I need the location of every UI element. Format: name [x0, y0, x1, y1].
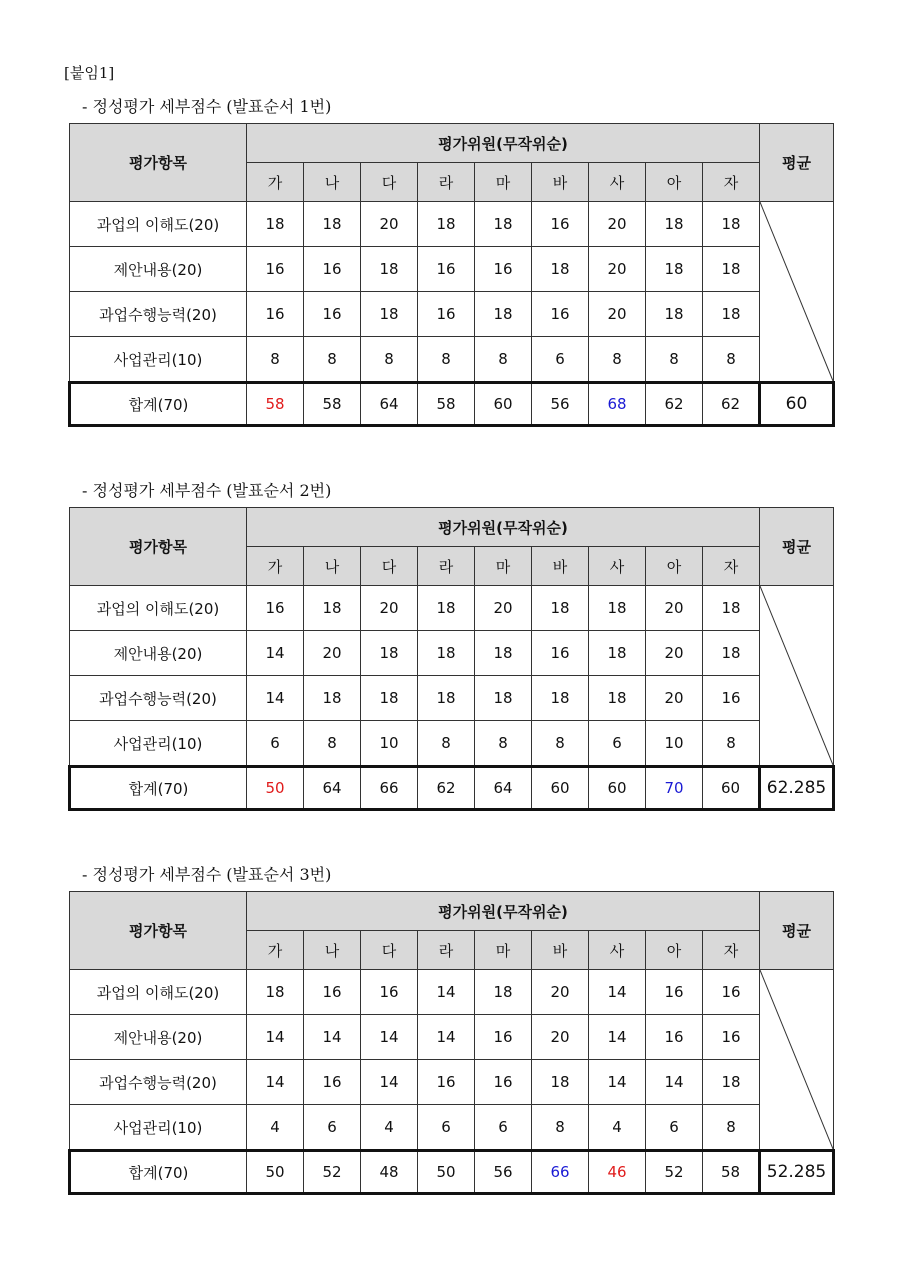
total-cell: 62 — [418, 767, 475, 810]
score-cell: 18 — [304, 202, 361, 247]
item-label: 사업관리(10) — [70, 1105, 247, 1151]
score-cell: 18 — [475, 970, 532, 1015]
member-header: 사 — [589, 547, 646, 586]
score-cell: 18 — [247, 970, 304, 1015]
score-cell: 18 — [418, 202, 475, 247]
score-cell: 8 — [703, 1105, 760, 1151]
total-cell: 68 — [589, 383, 646, 426]
member-header: 가 — [247, 547, 304, 586]
score-cell: 18 — [589, 586, 646, 631]
header-committee: 평가위원(무작위순) — [247, 508, 760, 547]
total-cell: 58 — [304, 383, 361, 426]
table-row — [70, 1060, 834, 1105]
score-cell: 14 — [589, 1015, 646, 1060]
total-cell: 62 — [703, 383, 760, 426]
score-table — [68, 123, 835, 427]
member-header: 라 — [418, 547, 475, 586]
score-cell: 16 — [304, 970, 361, 1015]
member-header: 사 — [589, 163, 646, 202]
total-cell: 64 — [361, 383, 418, 426]
member-header: 아 — [646, 931, 703, 970]
score-cell: 16 — [304, 292, 361, 337]
score-cell: 16 — [703, 676, 760, 721]
score-cell: 14 — [247, 631, 304, 676]
score-cell: 16 — [703, 970, 760, 1015]
score-cell: 16 — [646, 1015, 703, 1060]
score-cell: 16 — [475, 1060, 532, 1105]
item-label: 사업관리(10) — [70, 721, 247, 767]
total-cell: 46 — [589, 1151, 646, 1194]
score-cell: 14 — [304, 1015, 361, 1060]
score-cell: 14 — [247, 1015, 304, 1060]
score-cell: 18 — [703, 586, 760, 631]
score-cell: 8 — [703, 721, 760, 767]
score-cell: 14 — [361, 1015, 418, 1060]
score-cell: 18 — [703, 1060, 760, 1105]
total-cell: 60 — [532, 767, 589, 810]
diagonal-line — [760, 586, 833, 765]
member-header: 바 — [532, 163, 589, 202]
score-cell: 8 — [304, 721, 361, 767]
table-row — [70, 1105, 834, 1151]
item-label: 제안내용(20) — [70, 1015, 247, 1060]
score-cell: 16 — [703, 1015, 760, 1060]
member-header: 가 — [247, 163, 304, 202]
score-cell: 18 — [361, 676, 418, 721]
score-cell: 18 — [418, 631, 475, 676]
total-cell: 66 — [361, 767, 418, 810]
average-empty-cell — [760, 970, 834, 1151]
total-row — [70, 1151, 834, 1194]
member-header: 바 — [532, 547, 589, 586]
score-cell: 8 — [589, 337, 646, 383]
score-cell: 18 — [703, 247, 760, 292]
score-cell: 16 — [361, 970, 418, 1015]
score-cell: 18 — [361, 631, 418, 676]
score-cell: 16 — [247, 292, 304, 337]
member-header: 가 — [247, 931, 304, 970]
score-cell: 16 — [646, 970, 703, 1015]
score-cell: 18 — [703, 202, 760, 247]
score-cell: 18 — [361, 292, 418, 337]
item-label: 제안내용(20) — [70, 247, 247, 292]
score-cell: 20 — [589, 292, 646, 337]
item-label: 과업의 이해도(20) — [70, 970, 247, 1015]
score-cell: 14 — [418, 970, 475, 1015]
score-cell: 18 — [475, 202, 532, 247]
score-cell: 20 — [589, 202, 646, 247]
item-label: 과업수행능력(20) — [70, 1060, 247, 1105]
section-title: - 정성평가 세부점수 (발표순서 2번) — [82, 481, 332, 500]
score-cell: 18 — [304, 586, 361, 631]
score-cell: 20 — [589, 247, 646, 292]
header-category: 평가항목 — [70, 508, 247, 586]
total-cell: 70 — [646, 767, 703, 810]
score-table — [68, 507, 835, 811]
score-cell: 16 — [304, 1060, 361, 1105]
score-cell: 20 — [532, 970, 589, 1015]
total-cell: 56 — [475, 1151, 532, 1194]
total-cell: 60 — [589, 767, 646, 810]
score-cell: 14 — [418, 1015, 475, 1060]
member-header: 마 — [475, 547, 532, 586]
average-empty-cell — [760, 202, 834, 383]
total-cell: 56 — [532, 383, 589, 426]
score-cell: 6 — [304, 1105, 361, 1151]
total-cell: 60 — [703, 767, 760, 810]
score-cell: 18 — [703, 292, 760, 337]
score-cell: 18 — [703, 631, 760, 676]
diagonal-line — [760, 202, 833, 381]
score-cell: 16 — [247, 586, 304, 631]
score-cell: 18 — [247, 202, 304, 247]
header-average: 평균 — [760, 124, 834, 202]
score-cell: 20 — [646, 631, 703, 676]
score-cell: 10 — [361, 721, 418, 767]
item-label: 과업의 이해도(20) — [70, 586, 247, 631]
member-header: 라 — [418, 931, 475, 970]
total-cell: 60 — [475, 383, 532, 426]
score-cell: 6 — [589, 721, 646, 767]
score-cell: 20 — [361, 202, 418, 247]
score-cell: 20 — [646, 586, 703, 631]
score-cell: 20 — [475, 586, 532, 631]
section-title: - 정성평가 세부점수 (발표순서 3번) — [82, 865, 332, 884]
score-cell: 18 — [532, 676, 589, 721]
item-label: 과업의 이해도(20) — [70, 202, 247, 247]
table-row — [70, 247, 834, 292]
member-header: 나 — [304, 163, 361, 202]
member-header: 나 — [304, 547, 361, 586]
score-cell: 16 — [304, 247, 361, 292]
total-cell: 50 — [247, 1151, 304, 1194]
score-cell: 16 — [418, 292, 475, 337]
score-cell: 4 — [589, 1105, 646, 1151]
score-cell: 18 — [532, 247, 589, 292]
total-cell: 58 — [703, 1151, 760, 1194]
item-label: 사업관리(10) — [70, 337, 247, 383]
score-cell: 18 — [475, 292, 532, 337]
table-row — [70, 970, 834, 1015]
table-row — [70, 631, 834, 676]
diagonal-line — [760, 970, 833, 1149]
score-cell: 8 — [703, 337, 760, 383]
item-label: 과업수행능력(20) — [70, 292, 247, 337]
score-cell: 18 — [646, 247, 703, 292]
score-cell: 6 — [646, 1105, 703, 1151]
table-row — [70, 292, 834, 337]
table-row — [70, 337, 834, 383]
score-cell: 18 — [418, 676, 475, 721]
table-row — [70, 586, 834, 631]
score-cell: 8 — [475, 721, 532, 767]
total-cell: 50 — [418, 1151, 475, 1194]
total-label: 합계(70) — [70, 767, 247, 810]
header-category: 평가항목 — [70, 124, 247, 202]
total-cell: 58 — [418, 383, 475, 426]
score-cell: 18 — [589, 676, 646, 721]
average-value: 62.285 — [760, 767, 834, 810]
score-cell: 18 — [475, 631, 532, 676]
score-cell: 18 — [361, 247, 418, 292]
table-row — [70, 202, 834, 247]
section-title: - 정성평가 세부점수 (발표순서 1번) — [82, 97, 332, 116]
member-header: 마 — [475, 163, 532, 202]
header-average: 평균 — [760, 508, 834, 586]
score-cell: 16 — [532, 292, 589, 337]
table-row — [70, 676, 834, 721]
total-cell: 52 — [646, 1151, 703, 1194]
score-cell: 8 — [418, 337, 475, 383]
score-cell: 14 — [589, 970, 646, 1015]
member-header: 마 — [475, 931, 532, 970]
member-header: 바 — [532, 931, 589, 970]
total-cell: 66 — [532, 1151, 589, 1194]
member-header: 아 — [646, 163, 703, 202]
score-cell: 8 — [532, 1105, 589, 1151]
total-cell: 62 — [646, 383, 703, 426]
score-cell: 8 — [475, 337, 532, 383]
average-value: 60 — [760, 383, 834, 426]
average-empty-cell — [760, 586, 834, 767]
total-cell: 50 — [247, 767, 304, 810]
member-header: 자 — [703, 547, 760, 586]
header-category: 평가항목 — [70, 892, 247, 970]
total-cell: 64 — [475, 767, 532, 810]
score-cell: 18 — [589, 631, 646, 676]
total-cell: 52 — [304, 1151, 361, 1194]
score-cell: 4 — [361, 1105, 418, 1151]
score-cell: 16 — [475, 1015, 532, 1060]
score-cell: 8 — [532, 721, 589, 767]
member-header: 다 — [361, 163, 418, 202]
total-cell: 58 — [247, 383, 304, 426]
score-cell: 18 — [304, 676, 361, 721]
header-average: 평균 — [760, 892, 834, 970]
table-row — [70, 1015, 834, 1060]
score-cell: 18 — [532, 586, 589, 631]
item-label: 제안내용(20) — [70, 631, 247, 676]
score-cell: 16 — [418, 247, 475, 292]
score-cell: 18 — [646, 202, 703, 247]
score-cell: 6 — [475, 1105, 532, 1151]
score-cell: 20 — [646, 676, 703, 721]
attachment-label: [붙임1] — [64, 64, 115, 82]
table-row — [70, 721, 834, 767]
score-cell: 8 — [361, 337, 418, 383]
item-label: 과업수행능력(20) — [70, 676, 247, 721]
score-cell: 6 — [247, 721, 304, 767]
score-cell: 16 — [532, 202, 589, 247]
score-cell: 20 — [532, 1015, 589, 1060]
score-cell: 16 — [418, 1060, 475, 1105]
member-header: 사 — [589, 931, 646, 970]
score-cell: 8 — [418, 721, 475, 767]
header-committee: 평가위원(무작위순) — [247, 124, 760, 163]
score-cell: 8 — [247, 337, 304, 383]
score-cell: 14 — [646, 1060, 703, 1105]
score-cell: 18 — [646, 292, 703, 337]
member-header: 다 — [361, 547, 418, 586]
total-label: 합계(70) — [70, 1151, 247, 1194]
member-header: 자 — [703, 163, 760, 202]
score-table — [68, 891, 835, 1195]
score-cell: 20 — [361, 586, 418, 631]
member-header: 아 — [646, 547, 703, 586]
score-cell: 6 — [532, 337, 589, 383]
score-cell: 14 — [589, 1060, 646, 1105]
total-row — [70, 383, 834, 426]
member-header: 자 — [703, 931, 760, 970]
score-cell: 14 — [247, 676, 304, 721]
score-cell: 14 — [361, 1060, 418, 1105]
average-value: 52.285 — [760, 1151, 834, 1194]
score-cell: 16 — [475, 247, 532, 292]
score-cell: 8 — [304, 337, 361, 383]
score-cell: 14 — [247, 1060, 304, 1105]
member-header: 나 — [304, 931, 361, 970]
total-cell: 48 — [361, 1151, 418, 1194]
score-cell: 18 — [475, 676, 532, 721]
score-cell: 18 — [418, 586, 475, 631]
member-header: 다 — [361, 931, 418, 970]
score-cell: 20 — [304, 631, 361, 676]
total-label: 합계(70) — [70, 383, 247, 426]
header-committee: 평가위원(무작위순) — [247, 892, 760, 931]
score-cell: 8 — [646, 337, 703, 383]
total-row — [70, 767, 834, 810]
score-cell: 6 — [418, 1105, 475, 1151]
score-cell: 4 — [247, 1105, 304, 1151]
member-header: 라 — [418, 163, 475, 202]
score-cell: 16 — [247, 247, 304, 292]
score-cell: 10 — [646, 721, 703, 767]
score-cell: 16 — [532, 631, 589, 676]
score-cell: 18 — [532, 1060, 589, 1105]
total-cell: 64 — [304, 767, 361, 810]
